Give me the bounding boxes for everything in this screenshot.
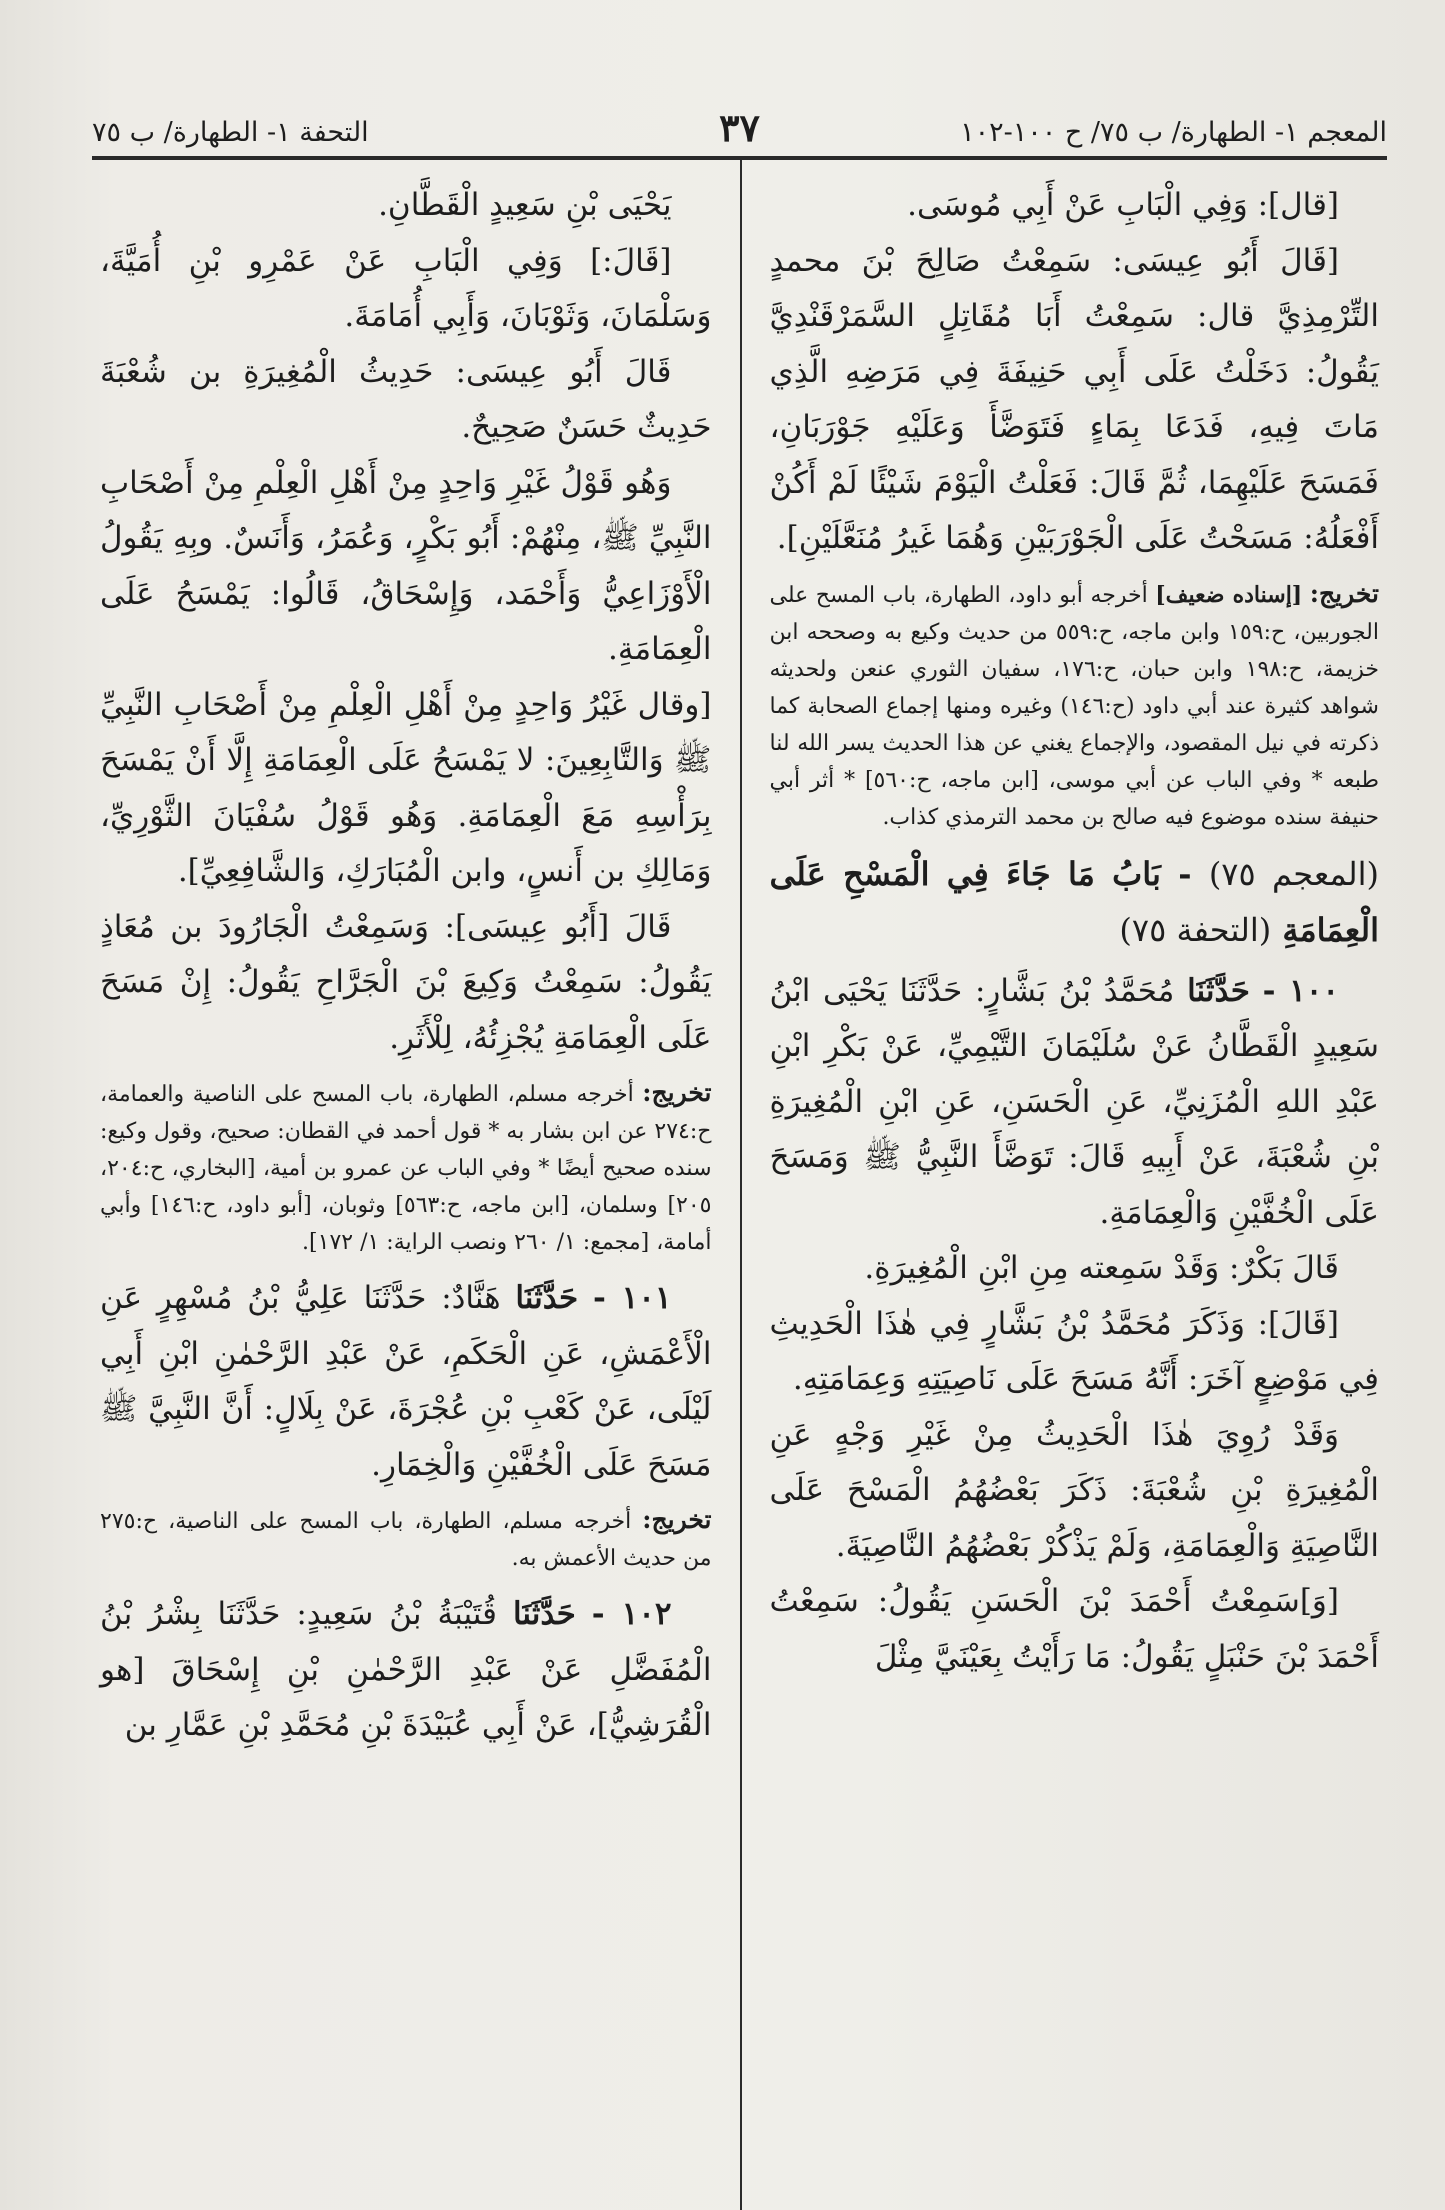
paragraph: وَهُو قَوْلُ غَيْرِ وَاحِدٍ مِنْ أَهْلِ الْعِلْمِ مِنْ أَصْحَابِ النَّبِيِّ ﷺ، مِنْهُمْ: أَبُو بَكْرٍ، وَعُمَرُ، وَأَنَسٌ. وبِهِ يَقُولُ الْأَوْزَاعِيُّ وَأَحْمَد، وَإِسْحَاقُ، قَالُوا: يَمْسَحُ عَلَى الْعِمَامَةِ. [100,464,712,667]
footnote-text: أخرجه مسلم، الطهارة، باب المسح على الناصية والعمامة، ح:٢٧٤ عن ابن بشار به * قول أحمد في القطان: صحيح، وقول وكيع: سنده صحيح أيضًا * وفي الباب عن عمرو بن أمية، [البخاري، ح:٢٠٤، ٢٠٥] وسلمان، [ابن ماجه، ح:٥٦٣] وثوبان، [أبو داود، ح:١٤٦] وأبي أمامة، [مجمع: ١/ ٢٦٠ ونصب الراية: ١/ ١٧٢]. [100,1082,712,1255]
paragraph: [قَالَ أَبُو عِيسَى: سَمِعْتُ صَالِحَ بْنَ محمدٍ التِّرْمِذِيَّ قال: سَمِعْتُ أَبَا مُقَاتِلٍ السَّمَرْقَنْدِيَّ يَقُولُ: دَخَلْتُ عَلَى أَبِي حَنِيفَةَ فِي مَرَضِهِ الَّذِي مَاتَ فِيهِ، فَدَعَا بِمَاءٍ فَتَوَضَّأَ وَعَلَيْهِ جَوْرَبَانِ، فَمَسَحَ عَلَيْهِمَا، ثُمَّ قَالَ: فَعَلْتُ الْيَوْمَ شَيْئًا لَمْ أَكُنْ أَفْعَلُهُ: مَسَحْتُ عَلَى الْجَوْرَبَيْنِ وَهُمَا غَيرُ مُنَعَّلَيْنِ]. [769,242,1379,556]
footnote [100,1501,712,1577]
hadith-text: قُتَيْبَةُ بْنُ سَعِيدٍ: حَدَّثَنَا بِشْرُ بْنُ الْمُفَضَّلِ عَنْ عَبْدِ الرَّحْمٰنِ بْنِ إِسْحَاقَ [هو الْقُرَشِيُّ]، عَنْ أَبِي عُبَيْدَةَ بْنِ مُحَمَّدِ بْنِ عَمَّارِ بن [100,1596,712,1743]
footnote-text: أخرجه أبو داود، الطهارة، باب المسح على الجوربين، ح:١٥٩ وابن ماجه، ح:٥٥٩ من حديث وكيع به وصححه ابن خزيمة، ح:١٩٨ وابن حبان، ح:١٧٦، سفيان الثوري عنعن ولحديثه شواهد كثيرة عند أبي داود (ح:١٤٦) وغيره ومنها إجماع الصحابة كما ذكرته في نيل المقصود، والإجماع يغني عن هذا الحديث يسر الله لنا طبعه * وفي الباب عن أبي موسى، [ابن ماجه، ح:٥٦٠] * أثر أبي حنيفة سنده موضوع فيه صالح بن محمد الترمذي كذاب. [769,582,1379,830]
paragraph: قَالَ بَكْرٌ: وَقَدْ سَمِعته مِنِ ابْنِ الْمُغِيرَةِ. [864,1250,1339,1286]
hadith-number: ١٠٠ - [1262,972,1340,1009]
hadith-102 [100,1587,712,1754]
chapter-suffix: (التحفة ٧٥) [1119,910,1272,949]
paragraph: قَالَ أَبُو عِيسَى: حَدِيثُ الْمُغِيرَةِ بن شُعْبَةَ حَدِيثٌ حَسَنٌ صَحِيحٌ. [100,353,712,445]
hadith-text: هَنَّادٌ: حَدَّثَنَا عَلِيُّ بْنُ مُسْهِرٍ عَنِ الْأَعْمَشِ، عَنِ الْحَكَمِ، عَنْ عَبْدِ الرَّحْمٰنِ ابْنِ أَبِي لَيْلَى، عَنْ كَعْبِ بْنِ عُجْرَةَ، عَنْ بِلَالٍ: أَنَّ النَّبِيَّ ﷺ مَسَحَ عَلَى الْخُفَّيْنِ وَالْخِمَارِ. [100,1280,712,1483]
page-number: ٣٧ [719,105,760,150]
paragraph: [وقال غَيْرُ وَاحِدٍ مِنْ أَهْلِ الْعِلْمِ مِنْ أَصْحَابِ النَّبِيِّ ﷺ وَالتَّابِعِينَ: لا يَمْسَحُ عَلَى الْعِمَامَةِ إِلَّا أَنْ يَمْسَحَ بِرَأْسِهِ مَعَ الْعِمَامَةِ. وَهُو قَوْلُ سُفْيَانَ الثَّوْرِيِّ، وَمَالِكِ بن أَنسٍ، وابن الْمُبَارَكِ، وَالشَّافِعِيِّ]. [100,686,712,889]
paragraph: يَحْيَى بْنِ سَعِيدٍ الْقَطَّانِ. [378,187,672,223]
hadith-number: ١٠١ - [593,1280,672,1316]
header-left: التحفة ١- الطهارة/ ب ٧٥ [92,117,369,148]
hadith-text: مُحَمَّدُ بْنُ بَشَّارٍ: حَدَّثَنَا يَحْيَى ابْنُ سَعِيدٍ الْقَطَّانُ عَنْ سُلَيْمَانَ التَّيْمِيِّ، عَنْ بَكْرِ ابْنِ عَبْدِ اللهِ الْمُزَنِيِّ، عَنِ الْحَسَنِ، عَنِ ابْنِ الْمُغِيرَةِ بْنِ شُعْبَةَ، عَنْ أَبِيهِ قَالَ: تَوَضَّأَ النَّبِيُّ ﷺ وَمَسَحَ عَلَى الْخُفَّيْنِ وَالْعِمَامَةِ. [769,972,1379,1231]
hadith-number: ١٠٢ - [591,1596,672,1632]
footnote-label: تخريج: [642,1078,712,1107]
paragraph: [قَالَ]: وَذَكَرَ مُحَمَّدُ بْنُ بَشَّارٍ فِي هٰذَا الْحَدِيثِ فِي مَوْضِعٍ آخَرَ: أَنَّهُ مَسَحَ عَلَى نَاصِيَتِهِ وَعِمَامَتِهِ. [769,1305,1379,1397]
chapter-heading [770,846,1380,958]
paragraph: [قال]: وَفِي الْبَابِ عَنْ أَبِي مُوسَى. [907,187,1339,223]
hadith-100 [770,964,1380,1242]
paragraph: قَالَ [أَبُو عِيسَى]: وَسَمِعْتُ الْجَارُودَ بن مُعَاذٍ يَقُولُ: سَمِعْتُ وَكِيعَ بْنَ الْجَرَّاحِ يَقُولُ: إِنْ مَسَحَ عَلَى الْعِمَامَةِ يُجْزِئُهُ، لِلْأَثَرِ. [100,908,712,1056]
footnote-text: أخرجه مسلم، الطهارة، باب المسح على الناصية، ح:٢٧٥ من حديث الأعمش به. [100,1509,712,1571]
chapter-prefix: (المعجم ٧٥) [1208,854,1380,893]
footnote-grade: [إسناده ضعيف] [1155,581,1303,608]
right-column [740,160,1388,2210]
footnote-label: تخريج: [1309,578,1380,608]
footnote [100,1074,712,1261]
page-header [92,90,1387,160]
paragraph: [قَالَ:] وَفِي الْبَابِ عَنْ عَمْرِو بْنِ أُمَيَّةَ، وَسَلْمَانَ، وَثَوْبَانَ، وَأَبِي أُمَامَةَ. [100,242,712,334]
header-right: المعجم ١- الطهارة/ ب ٧٥/ ح ١٠٠-١٠٢ [960,117,1387,148]
footnote-label: تخريج: [642,1505,712,1534]
paragraph: [وَ]سَمِعْتُ أَحْمَدَ بْنَ الْحَسَنِ يَقُولُ: سَمِعْتُ أَحْمَدَ بْنَ حَنْبَلٍ يَقُولُ: مَا رَأَيْتُ بِعَيْنَيَّ مِثْلَ [769,1583,1379,1675]
left-column [92,160,740,2210]
hadith-101 [100,1271,712,1493]
hadith-lead: حَدَّثَنَا [1187,972,1250,1009]
footnote [770,575,1380,836]
hadith-lead: حَدَّثَنَا [512,1596,576,1632]
paragraph: وَقَدْ رُوِيَ هٰذَا الْحَدِيثُ مِنْ غَيْرِ وَجْهٍ عَنِ الْمُغِيرَةِ بْنِ شُعْبَةَ: ذَكَرَ بَعْضُهُمُ الْمَسْحَ عَلَى النَّاصِيَةِ وَالْعِمَامَةِ، وَلَمْ يَذْكُرْ بَعْضُهُمُ النَّاصِيَةَ. [769,1416,1379,1564]
hadith-lead: حَدَّثَنَا [515,1280,579,1316]
chapter-title: - بَابُ مَا جَاءَ فِي الْمَسْحِ عَلَى الْعِمَامَةِ [769,854,1379,949]
text-columns [92,160,1387,2210]
